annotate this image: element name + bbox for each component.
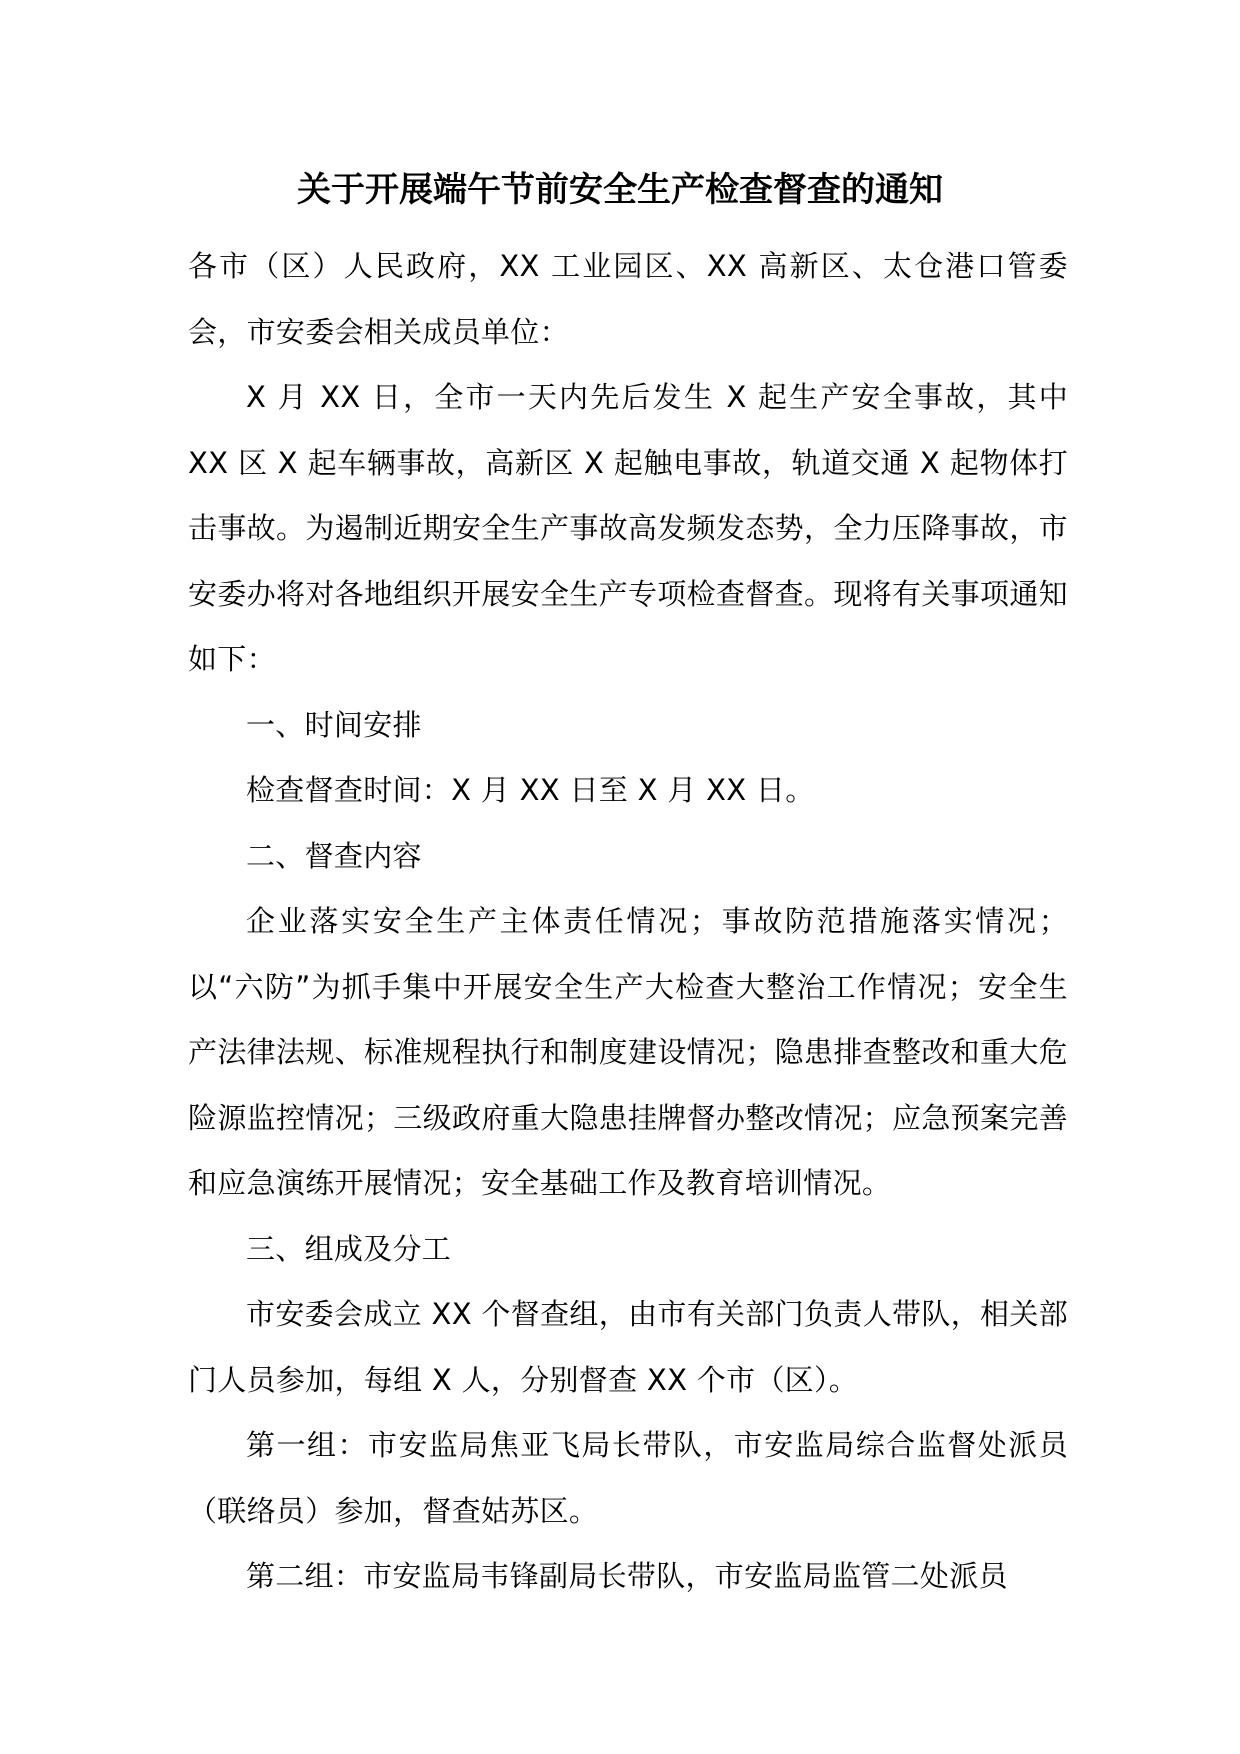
content-paragraph: 企业落实安全生产主体责任情况；事故防范措施落实情况；以“六防”为抓手集中开展安全生产大检查大整治工作情况；安全生产法律法规、标准规程执行和制度建设情况；隐患排查整改和重大危险源监控情况；三级政府重大隐患挂牌督办整改情况；应急预案完善和应急演练开展情况；安全基础工作及教育培训情况。 xyxy=(188,904,1068,1200)
group-two-paragraph: 第二组：市安监局韦锋副局长带队，市安监局监管二处派员 xyxy=(246,1559,1008,1593)
schedule-paragraph: 检查督查时间：X 月 XX 日至 X 月 XX 日。 xyxy=(246,773,815,807)
group-one-paragraph: 第一组：市安监局焦亚飞局长带队，市安监局综合监督处派员（联络员）参加，督查姑苏区。 xyxy=(188,1428,1068,1528)
organization-paragraph: 市安委会成立 XX 个督查组，由市有关部门负责人带队，相关部门人员参加，每组 X 人，分别督查 XX 个市（区）。 xyxy=(188,1297,1068,1397)
background-paragraph: X 月 XX 日，全市一天内先后发生 X 起生产安全事故，其中 XX 区 X 起车辆事故，高新区 X 起触电事故，轨道交通 X 起物体打击事故。为遏制近期安全生产事故高发频发态势，全力压降事故，市安委办将对各地组织开展安全生产专项检查督查。现将有关事项通知如下： xyxy=(188,380,1068,676)
section-heading-schedule: 一、时间安排 xyxy=(246,707,422,742)
salutation-paragraph: 各市（区）人民政府，XX 工业园区、XX 高新区、太仓港口管委会，市安委会相关成员单位： xyxy=(188,249,1068,349)
document-body xyxy=(188,234,1068,1610)
section-heading-content: 二、督查内容 xyxy=(246,838,422,873)
document-title: 关于开展端午节前安全生产检查督查的通知 xyxy=(297,170,943,210)
section-heading-organization: 三、组成及分工 xyxy=(246,1231,452,1266)
